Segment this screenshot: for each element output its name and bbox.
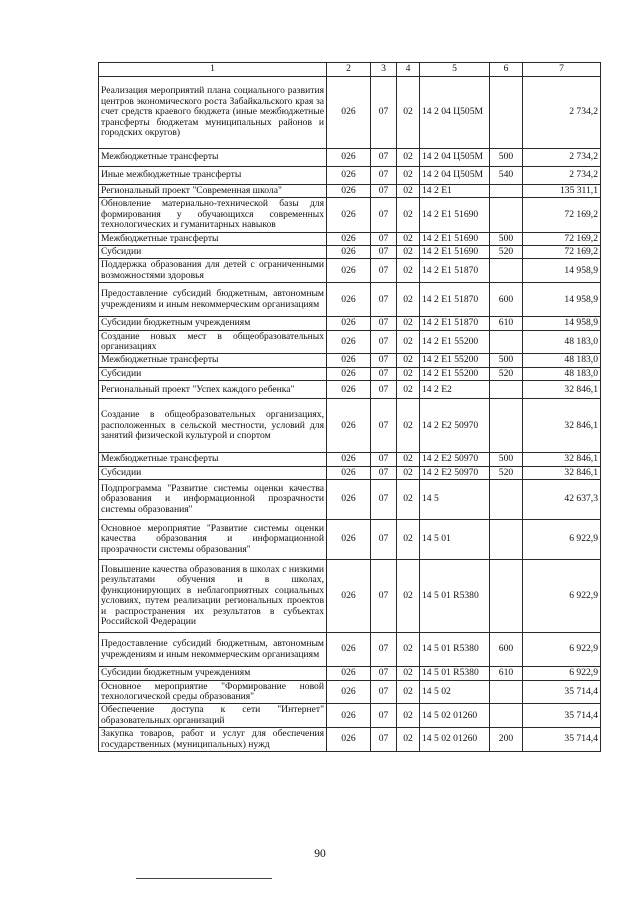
header-col-4: 4 [397,63,420,77]
row-expense-type-cell: 600 [490,283,523,317]
table-row [99,77,601,149]
row-expense-type-cell: 500 [490,149,523,167]
row-chapter-cell: 026 [327,354,371,367]
row-subsection-cell: 02 [397,259,420,283]
row-chapter-cell: 026 [327,283,371,317]
row-amount-cell: 32 846,1 [523,453,601,466]
row-expense-type-cell [490,480,523,520]
row-target-article-cell: 14 5 01 R5380 [420,633,490,667]
row-expense-type-cell [490,399,523,453]
row-name-cell: Поддержка образования для детей с ограниченными возможностями здоровья [99,259,327,283]
row-target-article-cell: 14 2 04 Ц505М [420,149,490,167]
row-section-cell: 07 [371,399,397,453]
header-col-6: 6 [490,63,523,77]
row-subsection-cell: 02 [397,198,420,232]
row-target-article-cell: 14 2 Е1 51690 [420,198,490,232]
row-expense-type-cell [490,185,523,198]
row-section-cell: 07 [371,330,397,354]
row-target-article-cell: 14 2 Е2 50970 [420,453,490,466]
row-expense-type-cell: 610 [490,667,523,680]
row-section-cell: 07 [371,232,397,245]
row-amount-cell: 72 169,2 [523,232,601,245]
row-section-cell: 07 [371,704,397,728]
table-row [99,283,601,317]
row-expense-type-cell: 500 [490,232,523,245]
row-target-article-cell: 14 5 01 [420,520,490,560]
table-row [99,520,601,560]
row-target-article-cell: 14 2 Е2 50970 [420,466,490,479]
row-name-cell: Региональный проект "Успех каждого ребенка" [99,381,327,399]
row-section-cell: 07 [371,520,397,560]
page-number: 90 [314,848,326,860]
row-chapter-cell: 026 [327,367,371,380]
row-chapter-cell: 026 [327,560,371,633]
row-subsection-cell: 02 [397,167,420,185]
row-name-cell: Иные межбюджетные трансферты [99,167,327,185]
header-row [99,63,601,77]
table-row [99,453,601,466]
row-section-cell: 07 [371,167,397,185]
row-chapter-cell: 026 [327,185,371,198]
table-row [99,167,601,185]
row-section-cell: 07 [371,149,397,167]
row-name-cell: Субсидии [99,367,327,380]
row-amount-cell: 6 922,9 [523,667,601,680]
row-chapter-cell: 026 [327,149,371,167]
row-amount-cell: 35 714,4 [523,728,601,752]
row-section-cell: 07 [371,77,397,149]
row-amount-cell: 135 311,1 [523,185,601,198]
row-chapter-cell: 026 [327,728,371,752]
row-section-cell: 07 [371,198,397,232]
table-row [99,480,601,520]
table-row [99,198,601,232]
row-name-cell: Основное мероприятие "Развитие системы оценки качества образования и информационной прозрачности системы образования" [99,520,327,560]
table-row [99,399,601,453]
row-chapter-cell: 026 [327,680,371,704]
row-section-cell: 07 [371,667,397,680]
row-name-cell: Региональный проект "Современная школа" [99,185,327,198]
row-expense-type-cell: 520 [490,246,523,259]
table-row [99,560,601,633]
row-target-article-cell: 14 5 01 R5380 [420,560,490,633]
footer-divider [136,878,272,879]
row-section-cell: 07 [371,466,397,479]
row-expense-type-cell [490,680,523,704]
row-chapter-cell: 026 [327,317,371,330]
row-chapter-cell: 026 [327,167,371,185]
row-chapter-cell: 026 [327,381,371,399]
row-expense-type-cell: 540 [490,167,523,185]
table-row [99,317,601,330]
row-amount-cell: 14 958,9 [523,317,601,330]
table-row [99,466,601,479]
row-section-cell: 07 [371,381,397,399]
row-chapter-cell: 026 [327,704,371,728]
row-chapter-cell: 026 [327,520,371,560]
header-col-3: 3 [371,63,397,77]
row-name-cell: Обеспечение доступа к сети "Интернет" образовательных организаций [99,704,327,728]
row-section-cell: 07 [371,633,397,667]
row-chapter-cell: 026 [327,198,371,232]
row-expense-type-cell [490,198,523,232]
row-name-cell: Основное мероприятие "Формирование новой технологической среды образования" [99,680,327,704]
row-section-cell: 07 [371,354,397,367]
row-target-article-cell: 14 2 Е1 51870 [420,259,490,283]
row-expense-type-cell [490,259,523,283]
row-section-cell: 07 [371,317,397,330]
row-subsection-cell: 02 [397,330,420,354]
table-row [99,185,601,198]
row-amount-cell: 35 714,4 [523,680,601,704]
row-chapter-cell: 026 [327,453,371,466]
row-amount-cell: 32 846,1 [523,399,601,453]
row-amount-cell: 2 734,2 [523,77,601,149]
row-name-cell: Закупка товаров, работ и услуг для обеспечения государственных (муниципальных) нужд [99,728,327,752]
row-subsection-cell: 02 [397,520,420,560]
row-subsection-cell: 02 [397,77,420,149]
row-section-cell: 07 [371,367,397,380]
row-subsection-cell: 02 [397,667,420,680]
row-name-cell: Создание новых мест в общеобразовательных организациях [99,330,327,354]
row-target-article-cell: 14 2 Е1 51690 [420,232,490,245]
table-row [99,680,601,704]
row-expense-type-cell: 600 [490,633,523,667]
row-section-cell: 07 [371,259,397,283]
header-col-7: 7 [523,63,601,77]
row-name-cell: Субсидии [99,246,327,259]
table-row [99,330,601,354]
row-expense-type-cell: 500 [490,354,523,367]
table-row [99,259,601,283]
row-target-article-cell: 14 2 04 Ц505М [420,77,490,149]
row-amount-cell: 2 734,2 [523,167,601,185]
row-subsection-cell: 02 [397,728,420,752]
row-chapter-cell: 026 [327,480,371,520]
row-name-cell: Субсидии бюджетным учреждениям [99,317,327,330]
row-target-article-cell: 14 2 04 Ц505М [420,167,490,185]
row-subsection-cell: 02 [397,381,420,399]
row-section-cell: 07 [371,680,397,704]
row-name-cell: Повышение качества образования в школах с низкими результатами обучения и в школах, функционирующих в неблагоприятных социальных условиях, путем реализации региональных проектов и распространения их результатов в субъектах Российской Федерации [99,560,327,633]
header-col-1: 1 [99,63,327,77]
row-section-cell: 07 [371,246,397,259]
row-amount-cell: 48 183,0 [523,330,601,354]
row-name-cell: Субсидии бюджетным учреждениям [99,667,327,680]
row-expense-type-cell [490,560,523,633]
row-chapter-cell: 026 [327,633,371,667]
row-subsection-cell: 02 [397,367,420,380]
table-row [99,633,601,667]
row-amount-cell: 6 922,9 [523,633,601,667]
row-section-cell: 07 [371,283,397,317]
row-target-article-cell: 14 5 02 01260 [420,704,490,728]
row-section-cell: 07 [371,728,397,752]
row-subsection-cell: 02 [397,633,420,667]
row-section-cell: 07 [371,480,397,520]
row-subsection-cell: 02 [397,466,420,479]
table-row [99,232,601,245]
row-subsection-cell: 02 [397,232,420,245]
row-section-cell: 07 [371,453,397,466]
row-expense-type-cell: 500 [490,453,523,466]
row-chapter-cell: 026 [327,77,371,149]
row-name-cell: Субсидии [99,466,327,479]
row-expense-type-cell: 200 [490,728,523,752]
row-amount-cell: 42 637,3 [523,480,601,520]
row-expense-type-cell [490,330,523,354]
row-name-cell: Предоставление субсидий бюджетным, автономным учреждениям и иным некоммерческим организациям [99,283,327,317]
table-row [99,354,601,367]
row-target-article-cell: 14 2 Е1 51870 [420,283,490,317]
row-expense-type-cell [490,77,523,149]
row-target-article-cell: 14 2 Е2 [420,381,490,399]
row-subsection-cell: 02 [397,185,420,198]
row-subsection-cell: 02 [397,480,420,520]
table-header [99,63,601,77]
row-subsection-cell: 02 [397,354,420,367]
row-chapter-cell: 026 [327,232,371,245]
row-section-cell: 07 [371,185,397,198]
row-target-article-cell: 14 2 Е1 55200 [420,367,490,380]
row-amount-cell: 48 183,0 [523,354,601,367]
row-subsection-cell: 02 [397,149,420,167]
row-subsection-cell: 02 [397,283,420,317]
row-section-cell: 07 [371,560,397,633]
row-name-cell: Создание в общеобразовательных организациях, расположенных в сельской местности, условий для занятий физической культурой и спортом [99,399,327,453]
row-target-article-cell: 14 5 02 01260 [420,728,490,752]
row-chapter-cell: 026 [327,330,371,354]
row-chapter-cell: 026 [327,466,371,479]
row-target-article-cell: 14 2 Е2 50970 [420,399,490,453]
row-target-article-cell: 14 2 Е1 55200 [420,354,490,367]
row-target-article-cell: 14 2 Е1 55200 [420,330,490,354]
table-row [99,246,601,259]
row-subsection-cell: 02 [397,246,420,259]
row-chapter-cell: 026 [327,246,371,259]
row-amount-cell: 48 183,0 [523,367,601,380]
table-row [99,149,601,167]
row-expense-type-cell [490,520,523,560]
row-subsection-cell: 02 [397,680,420,704]
row-expense-type-cell: 520 [490,367,523,380]
row-amount-cell: 72 169,2 [523,246,601,259]
row-target-article-cell: 14 5 02 [420,680,490,704]
row-amount-cell: 32 846,1 [523,466,601,479]
table-row [99,667,601,680]
row-name-cell: Предоставление субсидий бюджетным, автономным учреждениям и иным некоммерческим организациям [99,633,327,667]
table-row [99,704,601,728]
row-expense-type-cell [490,381,523,399]
row-amount-cell: 14 958,9 [523,259,601,283]
row-subsection-cell: 02 [397,704,420,728]
row-name-cell: Межбюджетные трансферты [99,232,327,245]
row-amount-cell: 2 734,2 [523,149,601,167]
table-row [99,728,601,752]
row-chapter-cell: 026 [327,667,371,680]
header-col-2: 2 [327,63,371,77]
row-chapter-cell: 026 [327,399,371,453]
budget-table [98,62,601,752]
row-target-article-cell: 14 5 [420,480,490,520]
row-amount-cell: 72 169,2 [523,198,601,232]
row-amount-cell: 32 846,1 [523,381,601,399]
row-name-cell: Обновление материально-технической базы для формирования у обучающихся современных технологических и гуманитарных навыков [99,198,327,232]
row-expense-type-cell [490,704,523,728]
row-expense-type-cell: 520 [490,466,523,479]
row-subsection-cell: 02 [397,399,420,453]
row-name-cell: Реализация мероприятий плана социального развития центров экономического роста Забайкальского края за счет средств краевого бюджета (иные межбюджетные трансферты бюджетам муниципальных районов и городских округов) [99,77,327,149]
row-target-article-cell: 14 5 01 R5380 [420,667,490,680]
row-chapter-cell: 026 [327,259,371,283]
row-name-cell: Межбюджетные трансферты [99,354,327,367]
row-target-article-cell: 14 2 Е1 51690 [420,246,490,259]
row-amount-cell: 35 714,4 [523,704,601,728]
row-amount-cell: 6 922,9 [523,520,601,560]
row-expense-type-cell: 610 [490,317,523,330]
header-col-5: 5 [420,63,490,77]
row-name-cell: Межбюджетные трансферты [99,453,327,466]
row-name-cell: Подпрограмма "Развитие системы оценки качества образования и информационной прозрачности системы образования" [99,480,327,520]
table-row [99,381,601,399]
row-subsection-cell: 02 [397,560,420,633]
row-name-cell: Межбюджетные трансферты [99,149,327,167]
table-row [99,367,601,380]
row-subsection-cell: 02 [397,453,420,466]
table-body [99,77,601,752]
row-amount-cell: 6 922,9 [523,560,601,633]
row-target-article-cell: 14 2 Е1 51870 [420,317,490,330]
row-amount-cell: 14 958,9 [523,283,601,317]
row-target-article-cell: 14 2 Е1 [420,185,490,198]
row-subsection-cell: 02 [397,317,420,330]
